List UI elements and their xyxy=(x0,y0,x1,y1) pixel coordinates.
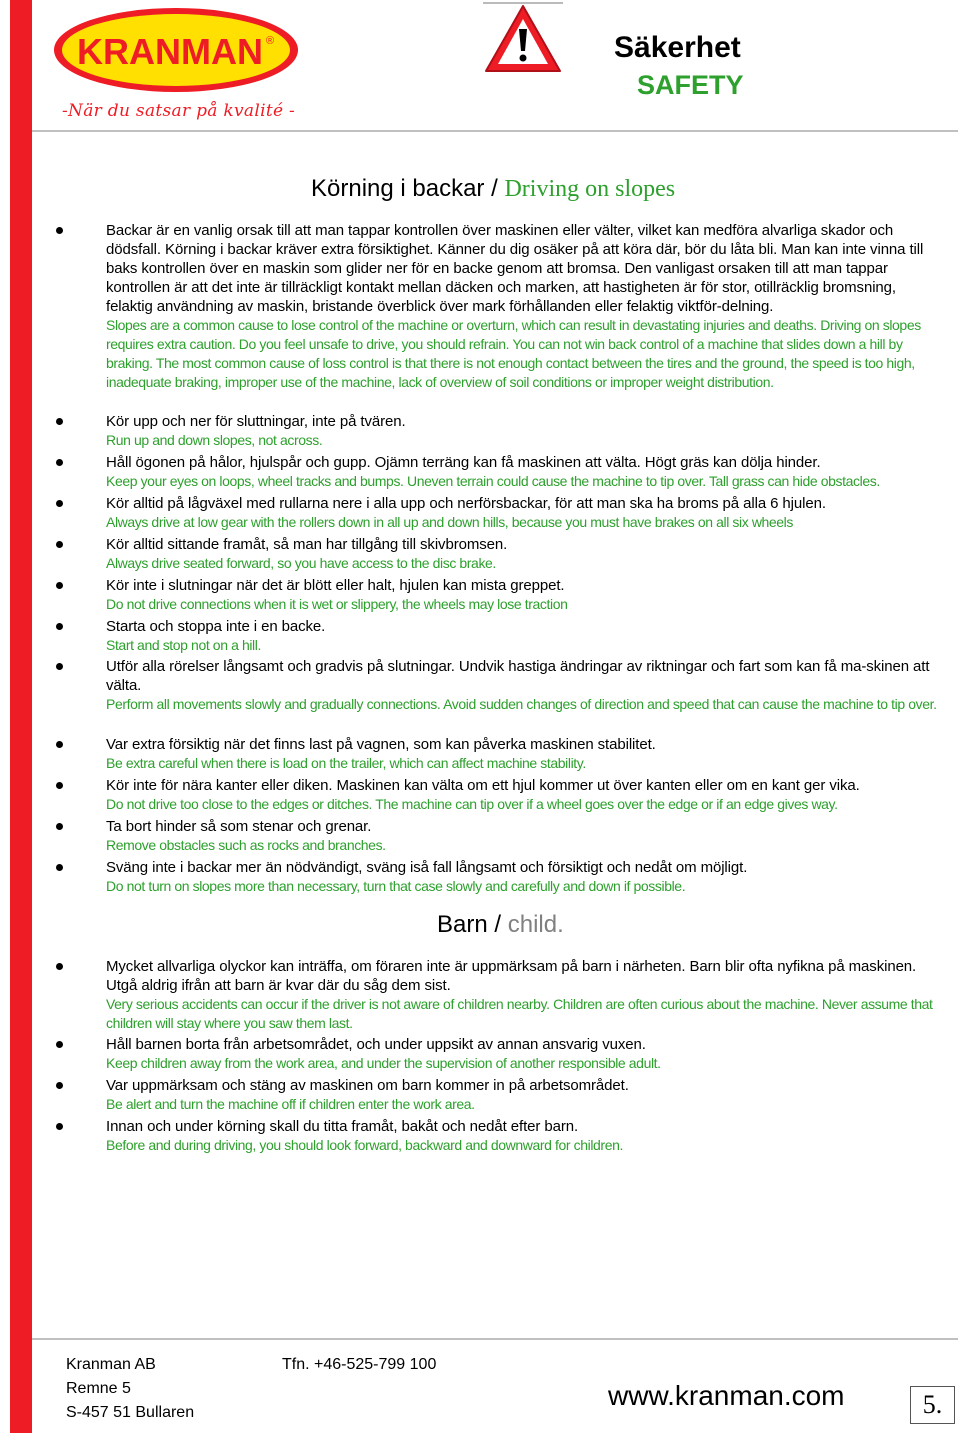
bullet-icon xyxy=(56,541,63,548)
text-en: Do not drive too close to the edges or ditches. The machine can tip over if a wheel goes over the edge or if an edge gives way. xyxy=(106,796,838,812)
section-heading-slopes xyxy=(311,175,675,203)
page-title-english: SAFETY xyxy=(637,70,744,100)
bullet-icon xyxy=(56,864,63,871)
footer-postal: S-457 51 Bullaren xyxy=(66,1404,195,1421)
logo-text: KRANMAN xyxy=(77,31,263,72)
text-en: Before and during driving, you should look forward, backward and downward for children. xyxy=(106,1137,623,1153)
text-en: Do not drive connections when it is wet or slippery, the wheels may lose traction xyxy=(106,596,568,612)
text-en: Perform all movements slowly and gradually connections. Avoid sudden changes of direction and speed that can cause the machine to tip over. xyxy=(106,696,937,712)
heading-separator: / xyxy=(491,175,498,202)
text-en: Very serious accidents can occur if the driver is not aware of children nearby. Children are often curious about the machine. Never assume that children will stay where you saw them last. xyxy=(106,996,933,1031)
bullet-icon xyxy=(56,823,63,830)
list-item xyxy=(106,1076,946,1114)
footer-phone: Tfn. +46-525-799 100 xyxy=(282,1356,437,1373)
text-sv: Ta bort hinder så som stenar och grenar. xyxy=(106,818,372,835)
heading-separator: / xyxy=(494,911,502,938)
text-sv: Kör alltid sittande framåt, så man har tillgång till skivbromsen. xyxy=(106,536,508,553)
tagline: -När du satsar på kvalité - xyxy=(62,101,296,121)
list-item xyxy=(106,817,946,855)
bullet-icon xyxy=(56,582,63,589)
bullet-icon xyxy=(56,500,63,507)
heading-en: child. xyxy=(507,911,564,938)
text-sv: Starta och stoppa inte i en backe. xyxy=(106,618,326,635)
text-en: Start and stop not on a hill. xyxy=(106,637,261,653)
list-item xyxy=(106,412,946,450)
footer-company: Kranman AB xyxy=(66,1356,156,1373)
text-sv: Kör alltid på lågväxel med rullarna nere i alla upp och nerförsbackar, för att man ska ha broms på alla 6 hjulen. xyxy=(106,495,826,512)
bullet-icon xyxy=(56,663,63,670)
list-item xyxy=(106,957,946,1033)
warning-triangle-icon xyxy=(483,2,563,74)
bullet-icon xyxy=(56,1082,63,1089)
bullet-icon xyxy=(56,623,63,630)
bullet-icon xyxy=(56,1123,63,1130)
text-en: Be extra careful when there is load on the trailer, which can affect machine stability. xyxy=(106,755,586,771)
text-en: Always drive at low gear with the rollers down in all up and down hills, because you must have brakes on all six wheels xyxy=(106,514,793,530)
heading-en: Driving on slopes xyxy=(504,176,676,202)
heading-sv: Barn xyxy=(437,911,488,938)
text-sv: Håll barnen borta från arbetsområdet, och under uppsikt av annan ansvarig vuxen. xyxy=(106,1036,646,1053)
text-sv: Var extra försiktig när det finns last på vagnen, som kan påverka maskinen stabilitet. xyxy=(106,736,656,753)
bullet-icon xyxy=(56,1041,63,1048)
text-sv: Kör upp och ner för sluttningar, inte på tvären. xyxy=(106,413,406,430)
text-sv: Kör inte för nära kanter eller diken. Maskinen kan välta om ett hjul kommer ut över kanten eller om en kant ger vika. xyxy=(106,777,860,794)
heading-sv: Körning i backar xyxy=(311,175,485,202)
text-en: Do not turn on slopes more than necessary, turn that case slowly and carefully and down if possible. xyxy=(106,878,686,894)
header-divider xyxy=(32,130,958,132)
list-item xyxy=(106,776,946,814)
kranman-logo xyxy=(52,6,300,94)
text-en: Slopes are a common cause to lose control of the machine or overturn, which can result in devastating injuries and deaths. Driving on slopes requires extra caution. Do you feel unsafe to drive, you should refrain. You can not win back control of a machine that slides down a hill by braking. The most common cause of loss control is that there is not enough contact between the tires and the ground, the speed is too high, inadequate braking, improper use of the machine, lack of overview of soil conditions or improper weight distribution. xyxy=(106,317,921,390)
bullet-icon xyxy=(56,227,63,234)
text-en: Remove obstacles such as rocks and branches. xyxy=(106,837,386,853)
text-sv: Backar är en vanlig orsak till att man tappar kontrollen över maskinen eller välter, vilket kan medföra alvarliga skador och dödsfall. Körning i backar kräver extra försiktighet. Känner du dig osäker på att köra där, bör du låta bli. Man kan inte vinna till baks kontrollen över en maskin som glider ner för en backe genom att bromsa. Den vanligast orsaken till att man tappar kontrollen är att det inte är tillräckligt kontakt mellan däcken och marken, att hastigheten är för stor, otillräcklig bromsning, felaktig användning av maskin, bristande överblick över mark förhållanden eller felaktig viktför-delning. xyxy=(106,222,924,315)
list-item xyxy=(106,576,946,614)
text-sv: Var uppmärksam och stäng av maskinen om barn kommer in på arbetsområdet. xyxy=(106,1077,629,1094)
list-item xyxy=(106,617,946,655)
page-number: 5. xyxy=(910,1386,955,1424)
page-title-swedish: Säkerhet xyxy=(614,31,741,64)
bullet-icon xyxy=(56,459,63,466)
bullet-icon xyxy=(56,418,63,425)
text-sv: Sväng inte i backar mer än nödvändigt, sväng iså fall långsamt och försiktigt och nedåt om möjligt. xyxy=(106,859,748,876)
left-red-bar xyxy=(10,0,32,1433)
bullet-icon xyxy=(56,963,63,970)
footer-street: Remne 5 xyxy=(66,1380,131,1397)
footer-divider xyxy=(32,1338,958,1340)
text-en: Always drive seated forward, so you have access to the disc brake. xyxy=(106,555,496,571)
list-item xyxy=(106,735,946,773)
text-sv: Mycket allvarliga olyckor kan inträffa, om föraren inte är uppmärksam på barn i närheten. Barn blir ofta nyfikna på maskinen. Utgå aldrig ifrån att barn är kvar där du såg dem sist. xyxy=(106,958,917,994)
list-item xyxy=(106,858,946,896)
section-heading-child xyxy=(437,911,564,939)
logo-registered: ® xyxy=(266,35,275,47)
text-sv: Utför alla rörelser långsamt och gradvis på slutningar. Undvik hastiga ändringar av riktningar och fart som kan få ma-skinen att välta. xyxy=(106,658,930,694)
text-sv: Kör inte i slutningar när det är blött eller halt, hjulen kan mista greppet. xyxy=(106,577,565,594)
list-item xyxy=(106,535,946,573)
bullet-icon xyxy=(56,782,63,789)
text-en: Keep your eyes on loops, wheel tracks and bumps. Uneven terrain could cause the machine to tip over. Tall grass can hide obstacles. xyxy=(106,473,880,489)
list-item xyxy=(106,1117,946,1155)
footer-website[interactable]: www.kranman.com xyxy=(608,1380,845,1411)
list-item xyxy=(106,453,946,491)
text-en: Keep children away from the work area, and under the supervision of another responsible adult. xyxy=(106,1055,661,1071)
text-sv: Håll ögonen på hålor, hjulspår och gupp. Ojämn terräng kan få maskinen att välta. Högt gräs kan dölja hinder. xyxy=(106,454,821,471)
list-item xyxy=(106,221,946,392)
list-item xyxy=(106,1035,946,1073)
text-en: Run up and down slopes, not across. xyxy=(106,432,323,448)
list-item xyxy=(106,494,946,532)
text-sv: Innan och under körning skall du titta framåt, bakåt och nedåt efter barn. xyxy=(106,1118,579,1135)
list-item xyxy=(106,657,946,714)
text-en: Be alert and turn the machine off if children enter the work area. xyxy=(106,1096,475,1112)
bullet-icon xyxy=(56,741,63,748)
